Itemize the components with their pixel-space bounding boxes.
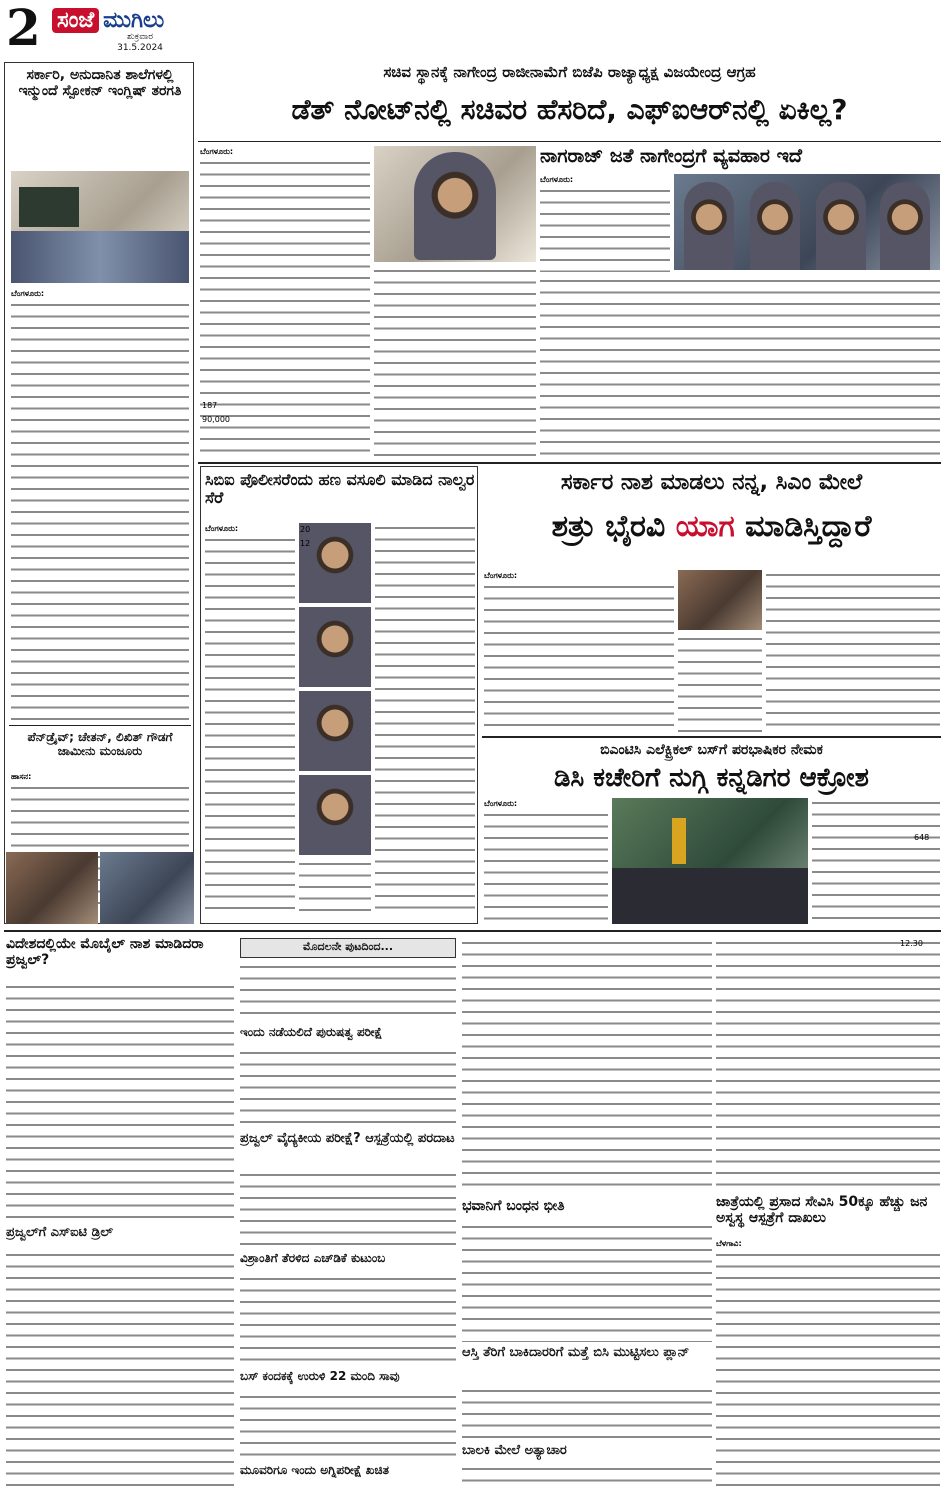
issue-date [95,32,185,56]
divider [198,462,941,464]
issue-date-value: 31.5.2024 [117,43,163,53]
top-story-dateline: ಬೆಂಗಳೂರು: [200,147,234,156]
vijayendra-photo [374,146,536,262]
page-number: 2 [6,2,41,54]
chetan-photo [6,852,98,924]
medical-test-head: ಪ್ರಜ್ವಲ್ ವೈದ್ಯಕೀಯ ಪರೀಕ್ಷೆ? ಆಸ್ಪತ್ರೆಯಲ್ಲಿ ಪರದಾಟ [240,1132,455,1146]
bus-accident-head: ಬಸ್ ಕಂದಕಕ್ಕೆ ಉರುಳಿ 22 ಮಂದಿ ಸಾವು [240,1370,400,1383]
nagaraj-body [540,276,940,458]
prajwal-headline: ವಿದೇಶದಲ್ಲಿಯೇ ಮೊಬೈಲ್ ನಾಶ ಮಾಡಿದರಾ ಪ್ರಜ್ವಲ್? [6,936,204,969]
students-shape [11,231,189,283]
continued-label: ಮೊದಲನೇ ಪುಟದಿಂದ... [302,941,394,953]
person-shape [880,182,930,270]
bmtc-kicker: ಬಿಎಂಟಿಸಿ ಎಲೆಕ್ಟ್ರಿಕಲ್ ಬಸ್‌ಗೆ ಪರಭಾಷಿಕರ ನೇಮಕ [600,742,823,758]
yaga-headline-post: ಮಾಡಿಸ್ತಿದ್ದಾರೆ [745,510,872,544]
yaga-headline-red: ಯಾಗ [675,510,735,544]
divider [4,930,941,932]
pendrive-dateline: ಹಾಸನ: [11,772,32,781]
blackboard-shape [19,187,79,227]
person-shape [816,182,866,270]
cbi-body-col1 [205,535,295,915]
divider [198,141,941,142]
cbi-number-2: 12 [300,539,311,548]
yaga-header [482,466,941,566]
accused-photo-3 [299,691,371,771]
medical-test-body [240,1170,456,1248]
figure-amount: 187 [202,401,218,410]
hdk-family-body [240,1274,456,1366]
property-tax-head: ಆಸ್ತಿ ತೆರಿಗೆ ಬಾಕಿದಾರರಿಗೆ ಮತ್ತೆ ಬಿಸಿ ಮುಟ್ಟಿಸಲು ಪ್ಲಾನ್ [462,1346,690,1360]
yaga-body-col3 [766,570,940,732]
bhavani-body [462,1222,712,1342]
pendrive-headline: ಪೆನ್‌ಡ್ರೈವ್; ಚೇತನ್, ಲಿಖಿತ್ ಗೌಡಗೆ ಜಾಮೀನು ಮಂಜೂರು [27,731,173,758]
cbi-number-1: 20 [300,525,311,534]
issue-day: ಶುಕ್ರವಾರ [127,32,153,42]
logo-part-2: ಮುಗಿಲು [103,8,165,33]
jatre-dateline: ಬೆಳಗಾವಿ: [716,1239,742,1248]
prajwal-subhead: ಪ್ರಜ್ವಲ್‌ಗೆ ಎಸ್‌ಐಟಿ ಡ್ರಿಲ್ [6,1226,113,1240]
nagaraj-dateline: ಬೆಂಗಳೂರು: [540,175,574,184]
potency-test-body [240,1048,456,1128]
likhith-photo [100,852,194,924]
bmtc-headline: ಡಿಸಿ ಕಚೇರಿಗೆ ನುಗ್ಗಿ ಕನ್ನಡಿಗರ ಆಕ್ರೋಶ [554,764,869,793]
bmtc-dateline: ಬೆಂಗಳೂರು: [484,799,518,808]
bail-body [462,938,712,1194]
yaga-kicker: ಸರ್ಕಾರ ನಾಶ ಮಾಡಲು ನನ್ನ, ಸಿಎಂ ಮೇಲೆ [560,470,863,495]
fire-test-head: ಮೂವರಿಗೂ ಇಂದು ಅಗ್ನಿಪರೀಕ್ಷೆ ಖಚಿತ [240,1464,389,1477]
masthead [0,0,945,58]
top-story-body-col1 [200,158,370,458]
yaga-body-col2 [678,634,762,732]
property-tax-body [462,1386,712,1440]
bhavani-head: ಭವಾನಿಗೆ ಬಂಧನ ಭೀತಿ [462,1198,565,1214]
spoken-english-dateline: ಬೆಂಗಳೂರು: [11,289,45,298]
classroom-photo [11,171,189,283]
spoken-english-body [11,300,189,720]
jatre-body [716,1250,940,1486]
cbi-body-col3 [375,523,475,915]
dk-shivakumar-photo [678,570,762,630]
nagaraj-body-col1 [540,186,670,272]
portrait-shape [414,152,496,260]
hdk-family-head: ವಿಶ್ರಾಂತಿಗೆ ತೆರಳಿದ ಎಚ್‌ಡಿಕೆ ಕುಟುಂಬ [240,1252,386,1265]
prajwal-sit-body [6,1250,234,1486]
jatre-head: ಜಾತ್ರೆಯಲ್ಲಿ ಪ್ರಸಾದ ಸೇವಿಸಿ 50ಕ್ಕೂ ಹೆಚ್ಚು ಜನ ಅಸ್ವಸ್ಥ ಆಸ್ಪತ್ರೆಗೆ ದಾಖಲು [716,1194,928,1227]
person-shape [684,182,734,270]
bmtc-number: 648 [914,833,930,842]
left-column [4,62,194,924]
bmtc-body-col1 [484,810,608,924]
spoken-english-headline: ಸರ್ಕಾರಿ, ಅನುದಾನಿತ ಶಾಲೆಗಳಲ್ಲಿ ಇನ್ಮುಂದೆ ಸ್ಪೋಕನ್ ಇಂಗ್ಲಿಷ್ ತರಗತಿ [18,67,182,100]
flag-shape [672,818,686,864]
continued-body-1 [240,962,456,1022]
person-shape [750,182,800,270]
figure-amount-2: 90,000 [202,415,230,424]
divider [482,736,941,738]
desk-shape [612,868,808,924]
right-continued-body [716,938,940,1190]
top-story-headline: ಡೆತ್ ನೋಟ್‌ನಲ್ಲಿ ಸಚಿವರ ಹೆಸರಿದೆ, ಎಫ್‌ಐಆರ್‌ನಲ್ಲಿ ಏಕಿಲ್ಲ? [291,94,848,126]
bmtc-body-col2 [812,798,940,924]
abuse-body [462,1464,712,1488]
cbi-dateline: ಬೆಂಗಳೂರು: [205,524,239,533]
yaga-dateline: ಬೆಂಗಳೂರು: [484,571,518,580]
top-story-header [198,62,941,140]
divider [9,725,191,726]
potency-test-head: ಇಂದು ನಡೆಯಲಿದೆ ಪುರುಷತ್ವ ಪರೀಕ್ಷೆ [240,1026,383,1039]
logo-part-1: ಸಂಜೆ [52,8,99,33]
yaga-body-col1 [484,582,674,732]
accused-photo-2 [299,607,371,687]
prajwal-body [6,982,234,1222]
cbi-headline: ಸಿಬಿಐ ಪೊಲೀಸರೆಂದು ಹಣ ವಸೂಲಿ ಮಾಡಿದ ನಾಲ್ವರ ಸೆರೆ [205,471,475,508]
time-value: 12.30 [900,939,923,948]
nagaraj-subheadline: ನಾಗರಾಜ್ ಜತೆ ನಾಗೇಂದ್ರಗೆ ವ್ಯವಹಾರ ಇದೆ [540,146,802,167]
continued-band [240,938,456,958]
nagaraj-group-photo [674,174,940,270]
yaga-headline-pre: ಶತ್ರು ಭೈರವಿ [551,510,666,544]
bus-accident-body [240,1392,456,1460]
top-story-kicker: ಸಚಿವ ಸ್ಥಾನಕ್ಕೆ ನಾಗೇಂದ್ರ ರಾಜೀನಾಮೆಗೆ ಬಿಜೆಪಿ ರಾಜ್ಯಾಧ್ಯಕ್ಷ ವಿಜಯೇಂದ್ರ ಆಗ್ರಹ [383,64,756,81]
accused-photo-4 [299,775,371,855]
cbi-body-col2 [299,859,371,915]
top-story-body-col2 [374,266,536,458]
protest-photo [612,798,808,924]
cbi-story [200,466,478,924]
yaga-headline [482,510,941,550]
abuse-head: ಬಾಲಕಿ ಮೇಲೆ ಅತ್ಯಾಚಾರ [462,1444,567,1458]
